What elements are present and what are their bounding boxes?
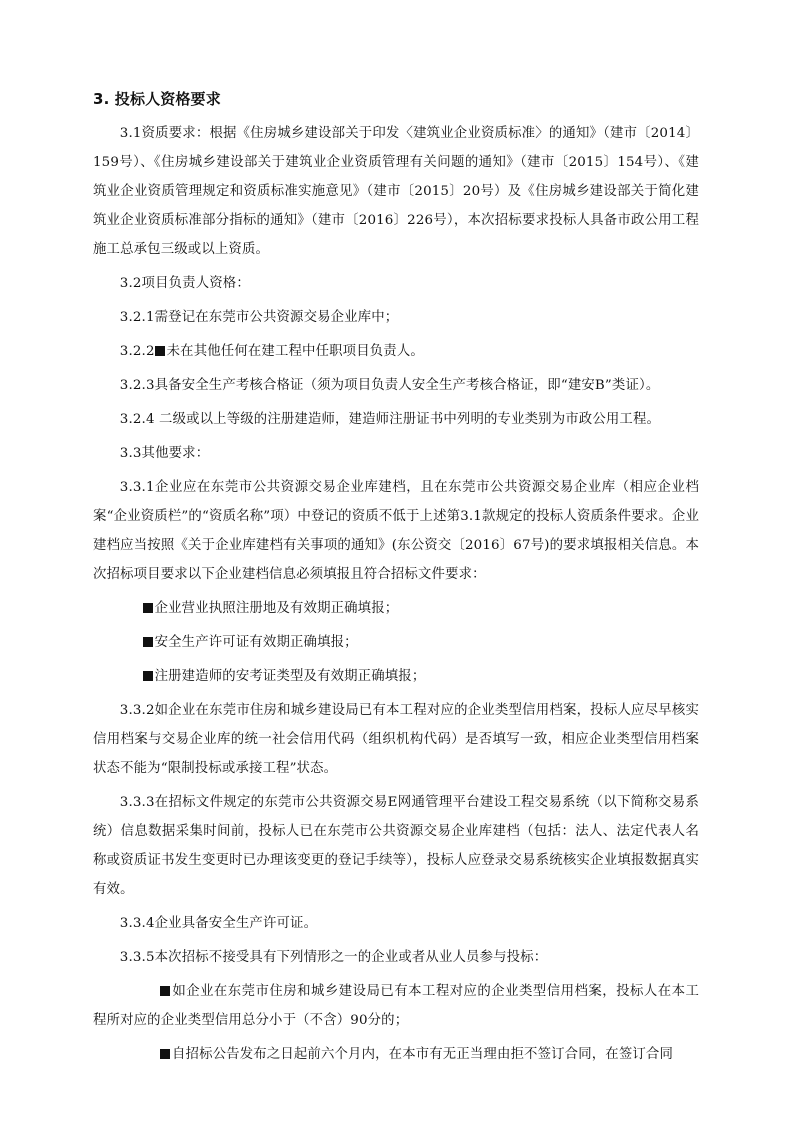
bullet-item: [93, 1040, 699, 1069]
bullet-item: [93, 594, 699, 623]
clause-3-3: 3.3其他要求：: [119, 446, 210, 461]
clause-3-2-2-text: 未在其他任何在建工程中任职项目负责人。: [166, 344, 424, 359]
clause-3-1: 3.1资质要求：根据《住房城乡建设部关于印发〈建筑业企业资质标准〉的通知》（建市〔2014〕159号）、《住房城乡建设部关于建筑业企业资质管理有关问题的通知》（建市〔2015〕154号）、《建筑业企业资质管理规定和资质标准实施意见》（建市〔2015〕20号）及《住房城乡建设部关于简化建筑业企业资质标准部分指标的通知》（建市〔2016〕226号），本次招标要求投标人具备市政公用工程施工总承包三级或以上资质。: [93, 126, 699, 257]
section-title: 3. 投标人资格要求: [93, 90, 221, 108]
clause-3-2-2: [93, 337, 699, 366]
bullet-item: [93, 628, 699, 657]
clause-3-2-4: 3.2.4 二级或以上等级的注册建造师，建造师注册证书中列明的专业类别为市政公用工程。: [119, 412, 661, 427]
black-square-icon: [160, 1049, 170, 1059]
black-square-icon: [160, 986, 170, 996]
clause-3-3-5: 3.3.5本次招标不接受具有下列情形之一的企业或者从业人员参与投标：: [119, 950, 548, 965]
clause-3-2: 3.2项目负责人资格：: [119, 276, 250, 291]
black-square-icon: [143, 637, 153, 647]
bullet-item: [93, 662, 699, 691]
clause-3-2-3: 3.2.3具备安全生产考核合格证（须为项目负责人安全生产考核合格证，即“建安B”类证）。: [119, 378, 660, 393]
bullet-text: 如企业在东莞市住房和城乡建设局已有本工程对应的企业类型信用档案，投标人在本工程所对应的企业类型信用总分小于（不含）90分的；: [93, 984, 699, 1028]
clause-3-3-4: 3.3.4企业具备安全生产许可证。: [119, 916, 318, 931]
clause-3-2-1: 3.2.1需登记在东莞市公共资源交易企业库中；: [119, 310, 399, 325]
clause-3-2-2-number: 3.2.2: [119, 344, 155, 359]
black-square-icon: [155, 346, 165, 356]
bullet-text: 注册建造师的安考证类型及有效期正确填报；: [154, 669, 426, 684]
black-square-icon: [143, 671, 153, 681]
clause-3-3-3: 3.3.3在招标文件规定的东莞市公共资源交易E网通管理平台建设工程交易系统（以下简称交易系统）信息数据采集时间前，投标人已在东莞市公共资源交易企业库建档（包括：法人、法定代表人名称或资质证书发生变更时已办理该变更的登记手续等），投标人应登录交易系统核实企业填报数据真实有效。: [93, 795, 699, 897]
black-square-icon: [143, 603, 153, 613]
bullet-item: [93, 977, 699, 1035]
bullet-text: 自招标公告发布之日起前六个月内，在本市有无正当理由拒不签订合同，在签订合同: [172, 1047, 674, 1062]
clause-3-3-1: 3.3.1企业应在东莞市公共资源交易企业库建档，且在东莞市公共资源交易企业库（相应企业档案“企业资质栏”的“资质名称”项）中登记的资质不低于上述第3.1款规定的投标人资质条件要求。企业建档应当按照《关于企业库建档有关事项的通知》(东公资交〔2016〕67号)的要求填报相关信息。本次招标项目要求以下企业建档信息必须填报且符合招标文件要求：: [93, 480, 699, 582]
clause-3-3-2: 3.3.2如企业在东莞市住房和城乡建设局已有本工程对应的企业类型信用档案，投标人应尽早核实信用档案与交易企业库的统一社会信用代码（组织机构代码）是否填写一致，相应企业类型信用档案状态不能为“限制投标或承接工程”状态。: [93, 703, 699, 776]
bullet-text: 安全生产许可证有效期正确填报；: [154, 635, 358, 650]
bullet-text: 企业营业执照注册地及有效期正确填报；: [154, 601, 399, 616]
